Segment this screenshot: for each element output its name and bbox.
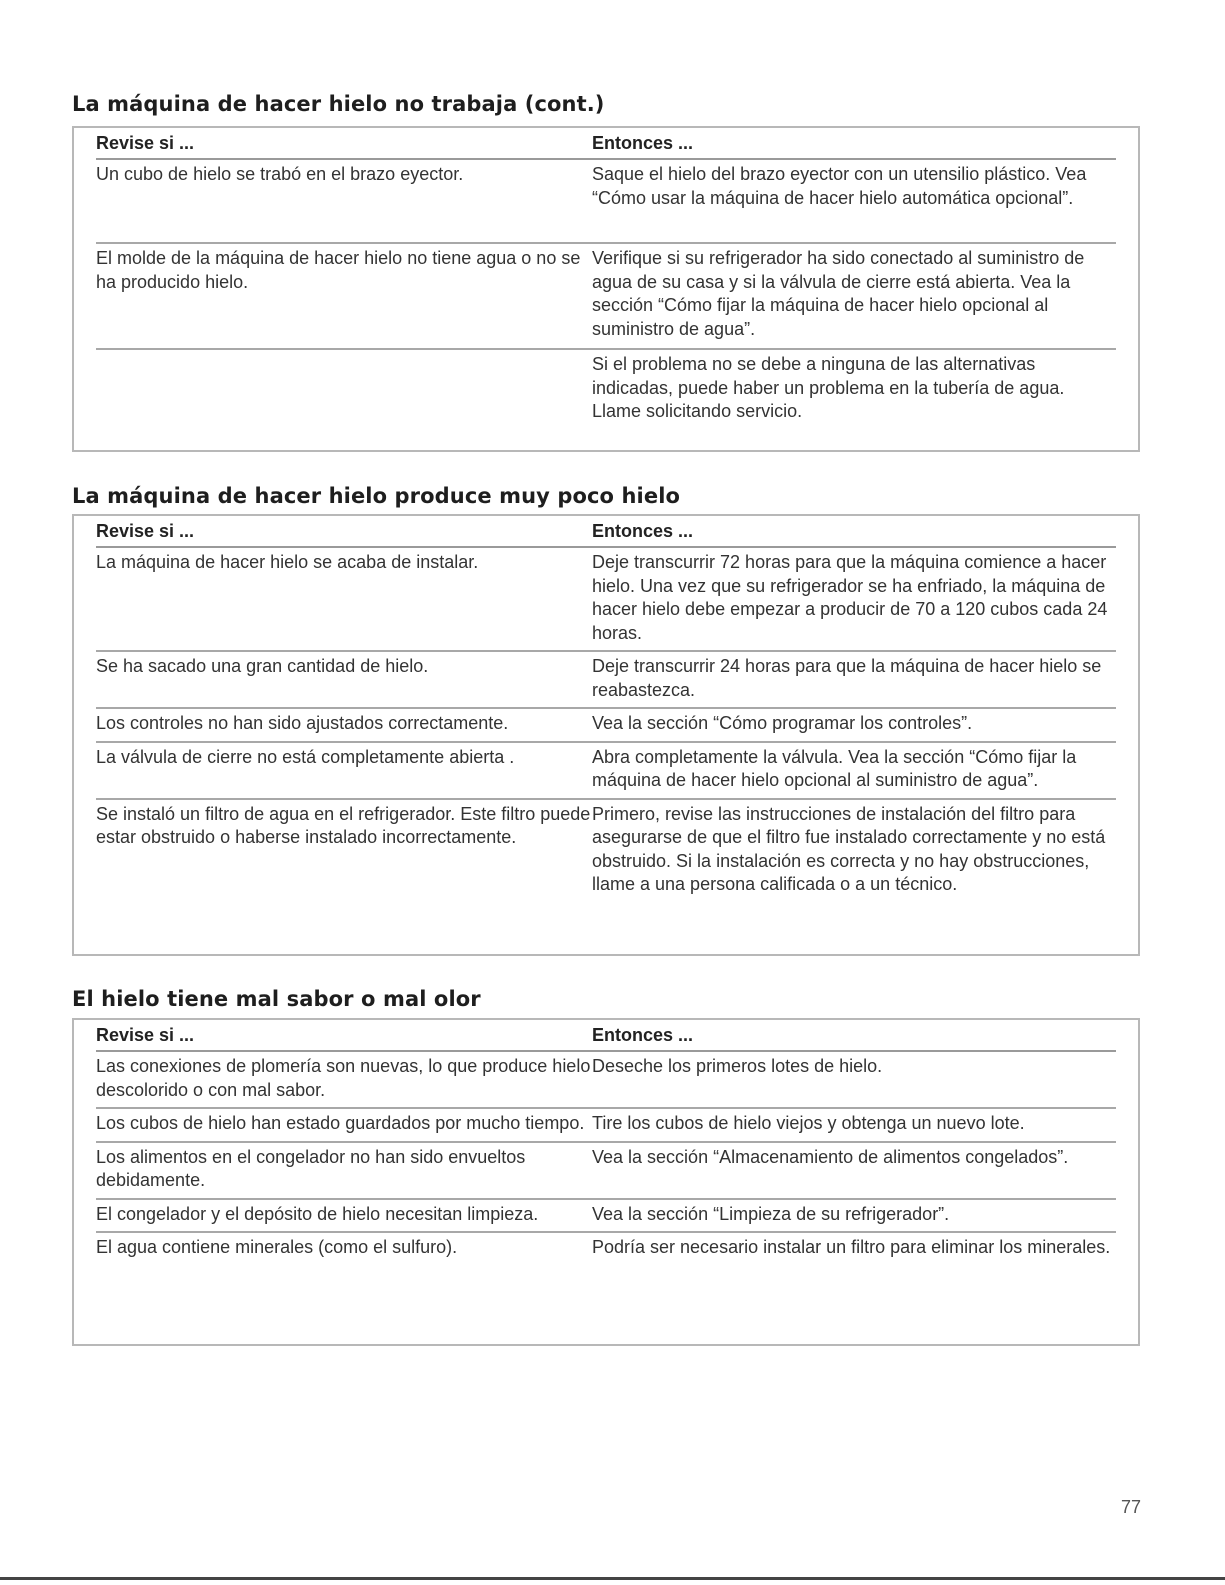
cell-check bbox=[96, 353, 592, 424]
section-title: La máquina de hacer hielo no trabaja (cont.) bbox=[72, 92, 605, 116]
section-title: El hielo tiene mal sabor o mal olor bbox=[72, 987, 481, 1011]
cell-then: Vea la sección “Almacenamiento de alimentos congelados”. bbox=[592, 1146, 1069, 1167]
section-title: La máquina de hacer hielo produce muy poco hielo bbox=[72, 484, 681, 508]
cell-then: Verifique si su refrigerador ha sido conectado al suministro de agua de su casa y si la válvula de cierre está abierta. Vea la sección “Cómo fijar la máquina de hacer hielo opcional al suministro de agua”. bbox=[592, 248, 1085, 339]
header-then: Entonces ... bbox=[592, 1025, 694, 1045]
cell-then: Podría ser necesario instalar un filtro para eliminar los minerales. bbox=[592, 1237, 1111, 1257]
table-row bbox=[96, 350, 1116, 429]
cell-check: Los cubos de hielo han estado guardados por mucho tiempo. bbox=[96, 1113, 585, 1133]
table-header bbox=[96, 1020, 1116, 1052]
cell-then: Vea la sección “Cómo programar los controles”. bbox=[592, 713, 973, 733]
table-row bbox=[96, 244, 1116, 350]
header-check: Revise si ... bbox=[96, 521, 195, 541]
cell-then: Primero, revise las instrucciones de instalación del filtro para asegurarse de que el filtro fue instalado correctamente y no está obstruido. Si la instalación es correcta y no hay obstrucciones, llame a una persona calificada o a un técnico. bbox=[592, 803, 1106, 894]
cell-check: Un cubo de hielo se trabó en el brazo eyector. bbox=[96, 164, 464, 184]
troubleshooting-table bbox=[72, 514, 1140, 956]
page-bottom-rule bbox=[0, 1577, 1225, 1580]
header-then: Entonces ... bbox=[592, 133, 694, 153]
table-header bbox=[96, 516, 1116, 548]
header-check: Revise si ... bbox=[96, 1025, 195, 1045]
cell-check: La válvula de cierre no está completamente abierta . bbox=[96, 746, 515, 767]
table-row bbox=[96, 548, 1116, 652]
table-header bbox=[96, 128, 1116, 160]
cell-check: El agua contiene minerales (como el sulfuro). bbox=[96, 1237, 458, 1257]
header-check: Revise si ... bbox=[96, 133, 195, 153]
table-row bbox=[96, 709, 1116, 743]
cell-check: El congelador y el depósito de hielo necesitan limpieza. bbox=[96, 1203, 539, 1224]
table-row bbox=[96, 1052, 1116, 1109]
cell-check: Las conexiones de plomería son nuevas, lo que produce hielo descolorido o con mal sabor. bbox=[96, 1056, 591, 1100]
cell-then: Saque el hielo del brazo eyector con un utensilio plástico. Vea “Cómo usar la máquina de hacer hielo automática opcional”. bbox=[592, 164, 1087, 208]
cell-check: Los alimentos en el congelador no han sido envueltos debidamente. bbox=[96, 1146, 526, 1190]
cell-check: El molde de la máquina de hacer hielo no tiene agua o no se ha producido hielo. bbox=[96, 248, 581, 292]
cell-check: Los controles no han sido ajustados correctamente. bbox=[96, 713, 509, 733]
table-row bbox=[96, 1143, 1116, 1200]
table-row bbox=[96, 1233, 1116, 1265]
table-row bbox=[96, 652, 1116, 709]
cell-check: Se instaló un filtro de agua en el refrigerador. Este filtro puede estar obstruido o haberse instalado incorrectamente. bbox=[96, 803, 591, 847]
cell-then: Deje transcurrir 72 horas para que la máquina comience a hacer hielo. Una vez que su refrigerador se ha enfriado, la máquina de hacer hielo debe empezar a producir de 70 a 120 cubos cada 24 horas. bbox=[592, 552, 1108, 643]
header-then: Entonces ... bbox=[592, 521, 694, 541]
cell-then: Vea la sección “Limpieza de su refrigerador”. bbox=[592, 1203, 950, 1224]
table-row bbox=[96, 800, 1116, 902]
table-row bbox=[96, 160, 1116, 244]
table-row bbox=[96, 743, 1116, 800]
table-row bbox=[96, 1200, 1116, 1234]
troubleshooting-table bbox=[72, 1018, 1140, 1346]
cell-then: Deseche los primeros lotes de hielo. bbox=[592, 1056, 883, 1076]
cell-check: Se ha sacado una gran cantidad de hielo. bbox=[96, 656, 429, 676]
cell-then: Abra completamente la válvula. Vea la sección “Cómo fijar la máquina de hacer hielo opcional al suministro de agua”. bbox=[592, 746, 1077, 790]
cell-then: Tire los cubos de hielo viejos y obtenga un nuevo lote. bbox=[592, 1113, 1025, 1133]
cell-then: Si el problema no se debe a ninguna de las alternativas indicadas, puede haber un problema en la tubería de agua. Llame solicitando servicio. bbox=[592, 354, 1065, 421]
cell-then: Deje transcurrir 24 horas para que la máquina de hacer hielo se reabastezca. bbox=[592, 656, 1102, 700]
cell-check: La máquina de hacer hielo se acaba de instalar. bbox=[96, 552, 479, 572]
page-number: 77 bbox=[1120, 1497, 1141, 1517]
table-row bbox=[96, 1109, 1116, 1143]
troubleshooting-table bbox=[72, 126, 1140, 452]
